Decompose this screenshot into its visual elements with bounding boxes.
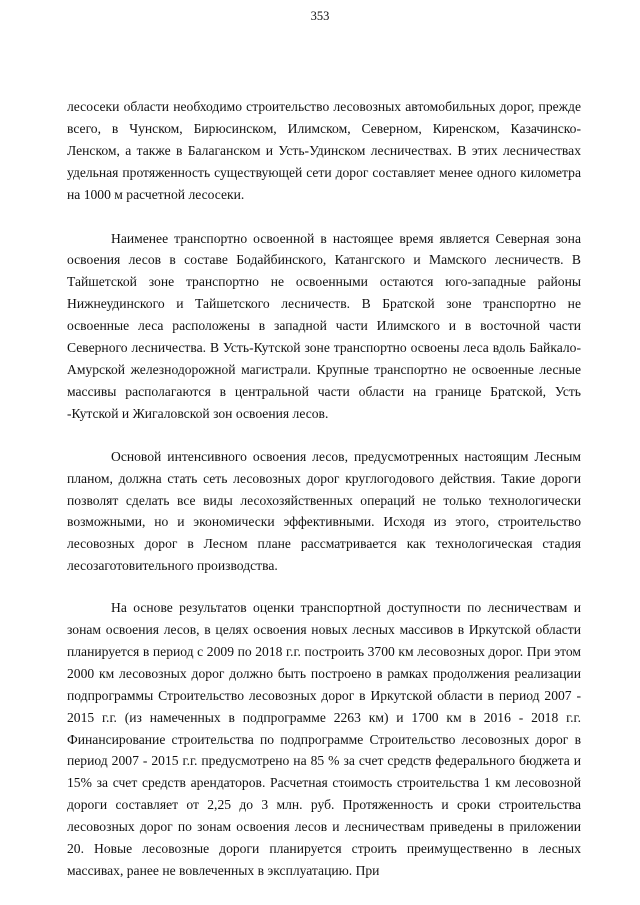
page-number: 353	[310, 9, 330, 23]
document-body	[67, 96, 581, 882]
paragraph-continuation: лесосеки области необходимо строительство лесовозных автомобильных дорог, прежде всего, в Чунском, Бирюсинском, Илимском, Северном, Киренском, Казачинско-Ленском, а также в Балаганском и Усть-Удинском лесничествах. В этих лесничествах удельная протяженность существующей сети дорог составляет менее одного километра на 1000 м расчетной лесосеки.	[67, 99, 581, 202]
paragraph-construction-plan: На основе результатов оценки транспортной доступности по лесничествам и зонам освоения лесов, в целях освоения новых лесных массивов в Иркутской области планируется в период с 2009 по 2018 г.г. построить 3700 км лесовозных дорог. При этом 2000 км лесовозных дорог должно быть построено в рамках продолжения реализации подпрограммы Строительство лесовозных дорог в Иркутской области в период 2007 - 2015 г.г. (из намеченных в подпрограмме 2263 км) и 1700 км в 2016 - 2018 г.г. Финансирование строительства по подпрограмме Строительство лесовозных дорог в период 2007 - 2015 г.г. предусмотрено на 85 % за счет средств федерального бюджета и 15% за счет средств арендаторов. Расчетная стоимость строительства 1 км лесовозной дороги составляет от 2,25 до 3 млн. руб. Протяженность и сроки строительства лесовозных дорог по зонам освоения лесов и лесничествам приведены в приложении 20. Новые лесовозные дороги планируется строить преимущественно в лесных массивах, ранее не вовлеченных в эксплуатацию. При	[67, 600, 581, 878]
paragraph-transport-zones: Наименее транспортно освоенной в настоящее время является Северная зона освоения лесов в составе Бодайбинского, Катангского и Мамского лесничеств. В Тайшетской зоне транспортно не освоенными остаются юго-западные районы Нижнеудинского и Тайшетского лесничеств. В Братской зоне транспортно не освоенные леса расположены в западной части Илимского и в восточной части Северного лесничества. В Усть-Кутской зоне транспортно освоены леса вдоль Байкало-Амурской железнодорожной магистрали. Крупные транспортно не освоенные лесные массивы располагаются в центральной части области на границе Братской, Усть -Кутской и Жигаловской зон освоения лесов.	[67, 230, 581, 421]
paragraph-road-network: Основой интенсивного освоения лесов, предусмотренных настоящим Лесным планом, должна стать сеть лесовозных дорог круглогодового действия. Такие дороги позволят сделать все виды лесохозяйственных операций не только технологически возможными, но и экономически эффективными. Исходя из этого, строительство лесовозных дорог в Лесном плане рассматривается как технологическая стадия лесозаготовительного производства.	[67, 448, 581, 574]
